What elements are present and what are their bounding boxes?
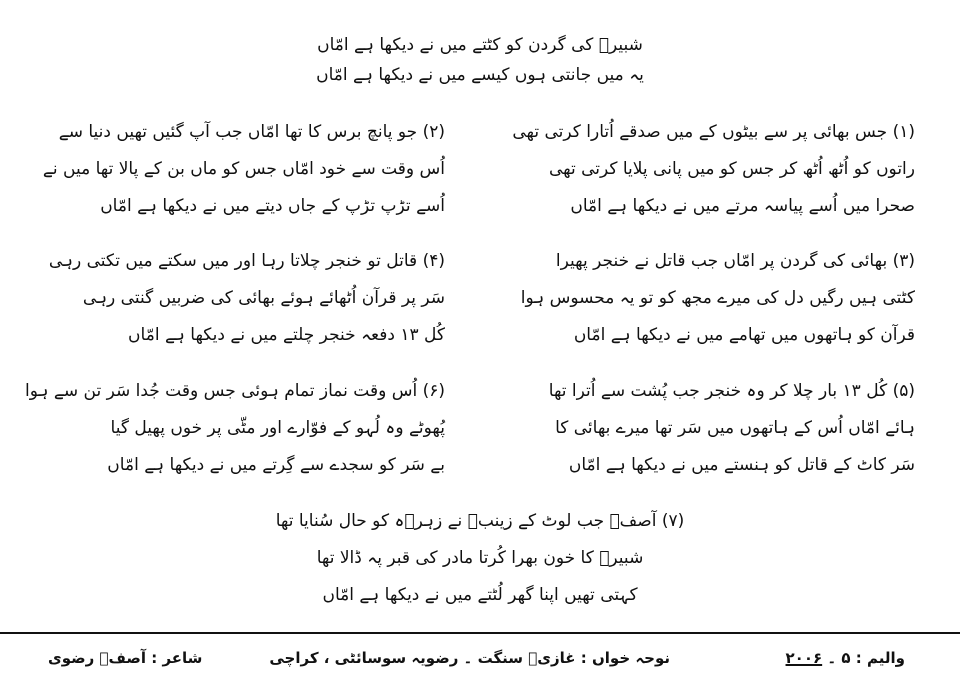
stanza-5-line-3: سَر کاٹ کے قاتل کو ہنستے میں نے دیکھا ہے امّاں bbox=[568, 455, 915, 475]
poet-credit: شاعر : آصفؔ رضوی bbox=[48, 649, 203, 667]
stanza-5-line-1: (۵) کُل ۱۳ بار چلا کر وہ خنجر جب پُشت سے اُترا تھا bbox=[548, 381, 915, 401]
stanza-1-line-2: راتوں کو اُٹھ اُٹھ کر جس کو میں پانی پلایا کرتی تھی bbox=[548, 159, 915, 179]
volume-label: والیم : ۵ ۔ bbox=[827, 649, 905, 667]
stanza-6-line-3: بے سَر کو سجدے سے گِرتے میں نے دیکھا ہے امّاں bbox=[107, 455, 445, 475]
stanza-6-line-1: (۶) اُس وقت نماز تمام ہوئی جس وقت جُدا سَر تن سے ہوا bbox=[25, 381, 445, 401]
stanza-1-line-1: (۱) جس بھائی پر سے بیٹوں کے میں صدقے اُتارا کرتی تھی bbox=[512, 122, 915, 142]
stanza-7-line-2: شبیرؑ کا خون بھرا کُرتا مادر کی قبر پہ ڈالا تھا bbox=[316, 548, 644, 568]
refrain-line-2: یہ میں جانتی ہوں کیسے میں نے دیکھا ہے امّاں bbox=[316, 65, 644, 85]
stanza-3-line-3: قرآن کو ہاتھوں میں تھامے میں نے دیکھا ہے امّاں bbox=[573, 325, 915, 345]
stanza-3-line-2: کٹتی ہیں رگیں دل کی میرے مجھ کو تو یہ محسوس ہوا bbox=[520, 288, 915, 308]
volume-year: ۲۰۰۶ bbox=[785, 649, 823, 667]
stanza-3-line-1: (۳) بھائی کی گردن پر امّاں جب قاتل نے خنجر پھیرا bbox=[555, 251, 915, 271]
footer-divider bbox=[0, 632, 960, 634]
stanza-4-line-1: (۴) قاتل تو خنجر چلاتا رہا اور میں سکتے میں تکتی رہی bbox=[48, 251, 445, 271]
reciter-credit: نوحہ خواں : غازیؑ سنگت ۔ رضویہ سوسائٹی ، کراچی bbox=[269, 649, 670, 667]
stanza-4-line-2: سَر پر قرآن اُٹھائے ہوئے بھائی کی ضربیں گنتی رہی bbox=[82, 288, 445, 308]
stanza-6-line-2: پُھوٹے وہ لُہو کے فوّارے اور مٹّی پر خوں پھیل گیا bbox=[110, 418, 445, 438]
volume-info bbox=[786, 648, 905, 668]
stanza-7-line-1: (۷) آصفؔ جب لوٹ کے زینبؑ نے زہرؑہ کو حال سُنایا تھا bbox=[275, 511, 685, 531]
refrain-line-1: شبیرؑ کی گردن کو کٹتے میں نے دیکھا ہے امّاں bbox=[317, 35, 643, 55]
stanza-2-line-3: اُسے تڑپ تڑپ کے جاں دیتے میں نے دیکھا ہے امّاں bbox=[100, 196, 445, 216]
stanza-2-line-1: (۲) جو پانچ برس کا تھا امّاں جب آپ گئیں تھیں دنیا سے bbox=[58, 122, 445, 142]
stanza-7-line-3: کہتی تھیں اپنا گھر لُٹتے میں نے دیکھا ہے امّاں bbox=[322, 585, 638, 605]
stanza-2-line-2: اُس وقت سے خود امّاں جس کو ماں بن کے پالا تھا میں نے bbox=[42, 159, 445, 179]
stanza-4-line-3: کُل ۱۳ دفعہ خنجر چلتے میں نے دیکھا ہے امّاں bbox=[128, 325, 445, 345]
stanza-5-line-2: ہائے امّاں اُس کے ہاتھوں میں سَر تھا میرے بھائی کا bbox=[555, 418, 915, 438]
stanza-1-line-3: صحرا میں اُسے پیاسہ مرتے میں نے دیکھا ہے امّاں bbox=[570, 196, 915, 216]
